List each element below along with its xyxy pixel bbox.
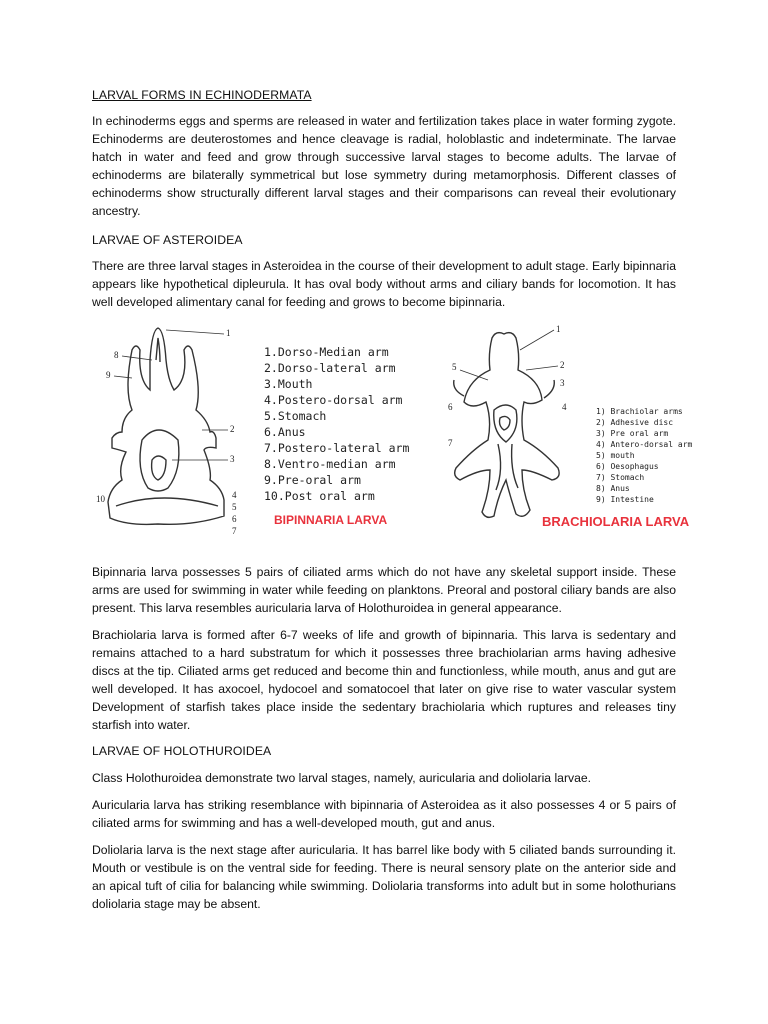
bra-legend-item: 8) Anus <box>596 484 630 493</box>
bip-legend-item: 2.Dorso-lateral arm <box>264 361 396 375</box>
bip-legend-item: 9.Pre-oral arm <box>264 473 361 487</box>
bra-legend-item: 2) Adhesive disc <box>596 418 674 427</box>
bra-legend-item: 9) Intestine <box>596 495 654 504</box>
bip-number: 10 <box>96 494 105 504</box>
holothuroidea-paragraph-3: Doliolaria larva is the next stage after auricularia. It has barrel like body with 5 ciliated bands surrounding it. Mouth or vestibule is on the ventral side for feeding. There is neural sensory plate on the anterior side and an apical tuft of cilia for balancing while swimming. Doliolaria transforms into adult but in some holothurians doliolaria stage may be absent. <box>92 843 676 911</box>
bip-legend-item: 6.Anus <box>264 425 306 439</box>
asteroidea-paragraph-3: Brachiolaria larva is formed after 6-7 weeks of life and growth of bipinnaria. This larva is sedentary and remains attached to a hard substratum for which it possesses three brachiolarian arms having adhesive discs at the tip. Ciliated arms get reduced and become thin and functionless, while mouth, anus and gut are well developed. It has axocoel, hydocoel and somatocoel that later on give rise to water vascular system Development of starfish takes place inside the sedentary brachiolaria which ruptures and releases tiny starfish into water. <box>92 628 676 732</box>
asteroidea-heading: LARVAE OF ASTEROIDEA <box>92 233 243 247</box>
bra-legend-item: 7) Stomach <box>596 473 645 482</box>
bra-number: 7 <box>448 438 453 448</box>
holothuroidea-heading: LARVAE OF HOLOTHUROIDEA <box>92 744 272 758</box>
bip-legend-item: 5.Stomach <box>264 409 327 423</box>
asteroidea-paragraph-2: Bipinnaria larva possesses 5 pairs of ciliated arms which do not have any skeletal support inside. These arms are used for swimming in water while feeding on planktons. Preoral and postoral ciliary bands are also present. This larva resembles auricularia larva of Holothuroidea in general appearance. <box>92 565 676 615</box>
bra-number: 4 <box>562 402 567 412</box>
bra-number: 2 <box>560 360 565 370</box>
brachiolaria-number-labels <box>448 324 567 448</box>
bip-number: 3 <box>230 454 235 464</box>
bip-number: 5 <box>232 502 237 512</box>
holothuroidea-paragraph-1: Class Holothuroidea demonstrate two larval stages, namely, auricularia and doliolaria larvae. <box>92 771 592 785</box>
bra-number: 5 <box>452 362 457 372</box>
bip-legend-item: 10.Post oral arm <box>264 489 375 503</box>
bra-legend-item: 1) Brachiolar arms <box>596 407 683 416</box>
bra-legend-item: 3) Pre oral arm <box>596 429 669 438</box>
bipinnaria-caption: BIPINNARIA LARVA <box>274 513 388 527</box>
bip-number: 8 <box>114 350 119 360</box>
asteroidea-paragraph-1: There are three larval stages in Asteroidea in the course of their development to adult stage. Early bipinnaria appears like hypothetical dipleurula. It has oval body without arms and ciliary bands for locomotion. It has well developed alimentary canal for feeding and grows to become bipinnaria. <box>92 259 676 309</box>
bra-legend-item: 4) Antero-dorsal arm <box>596 440 693 449</box>
bip-legend-item: 1.Dorso-Median arm <box>264 345 389 359</box>
bip-legend-item: 7.Postero-lateral arm <box>264 441 410 455</box>
bip-number: 9 <box>106 370 111 380</box>
bip-number: 4 <box>232 490 237 500</box>
bip-legend-item: 4.Postero-dorsal arm <box>264 393 403 407</box>
bipinnaria-legend <box>264 345 409 503</box>
bip-number: 6 <box>232 514 237 524</box>
bra-legend-item: 5) mouth <box>596 451 635 460</box>
bra-number: 3 <box>560 378 565 388</box>
holothuroidea-paragraph-2: Auricularia larva has striking resemblance with bipinnaria of Asteroidea as it also possesses 4 or 5 pairs of ciliated arms for swimming and has a well-developed mouth, gut and anus. <box>92 798 676 830</box>
bra-number: 6 <box>448 402 453 412</box>
larvae-figure <box>92 320 732 552</box>
bra-number: 1 <box>556 324 561 334</box>
bip-number: 1 <box>226 328 231 338</box>
brachiolaria-drawing <box>454 333 559 518</box>
bipinnaria-drawing <box>108 328 224 524</box>
bip-legend-item: 3.Mouth <box>264 377 313 391</box>
intro-paragraph: In echinoderms eggs and sperms are released in water and fertilization takes place in water forming zygote. Echinoderms are deuterostomes and hence cleavage is radial, holoblastic and indeterminate. The larvae hatch in water and feed and grow through successive larval stages to become adults. The larvae of echinoderms are bilaterally symmetrical but lose symmetry during metamorphosis. Different classes of echinoderms show structurally different larval stages and their comparisons can reveal their evolutionary ancestry. <box>92 114 676 218</box>
brachiolaria-legend <box>596 407 693 504</box>
bip-number: 2 <box>230 424 235 434</box>
bip-number: 7 <box>232 526 237 536</box>
page-title: LARVAL FORMS IN ECHINODERMATA <box>92 88 312 102</box>
bra-legend-item: 6) Oesophagus <box>596 462 659 471</box>
brachiolaria-caption: BRACHIOLARIA LARVA <box>542 514 690 529</box>
bip-legend-item: 8.Ventro-median arm <box>264 457 396 471</box>
